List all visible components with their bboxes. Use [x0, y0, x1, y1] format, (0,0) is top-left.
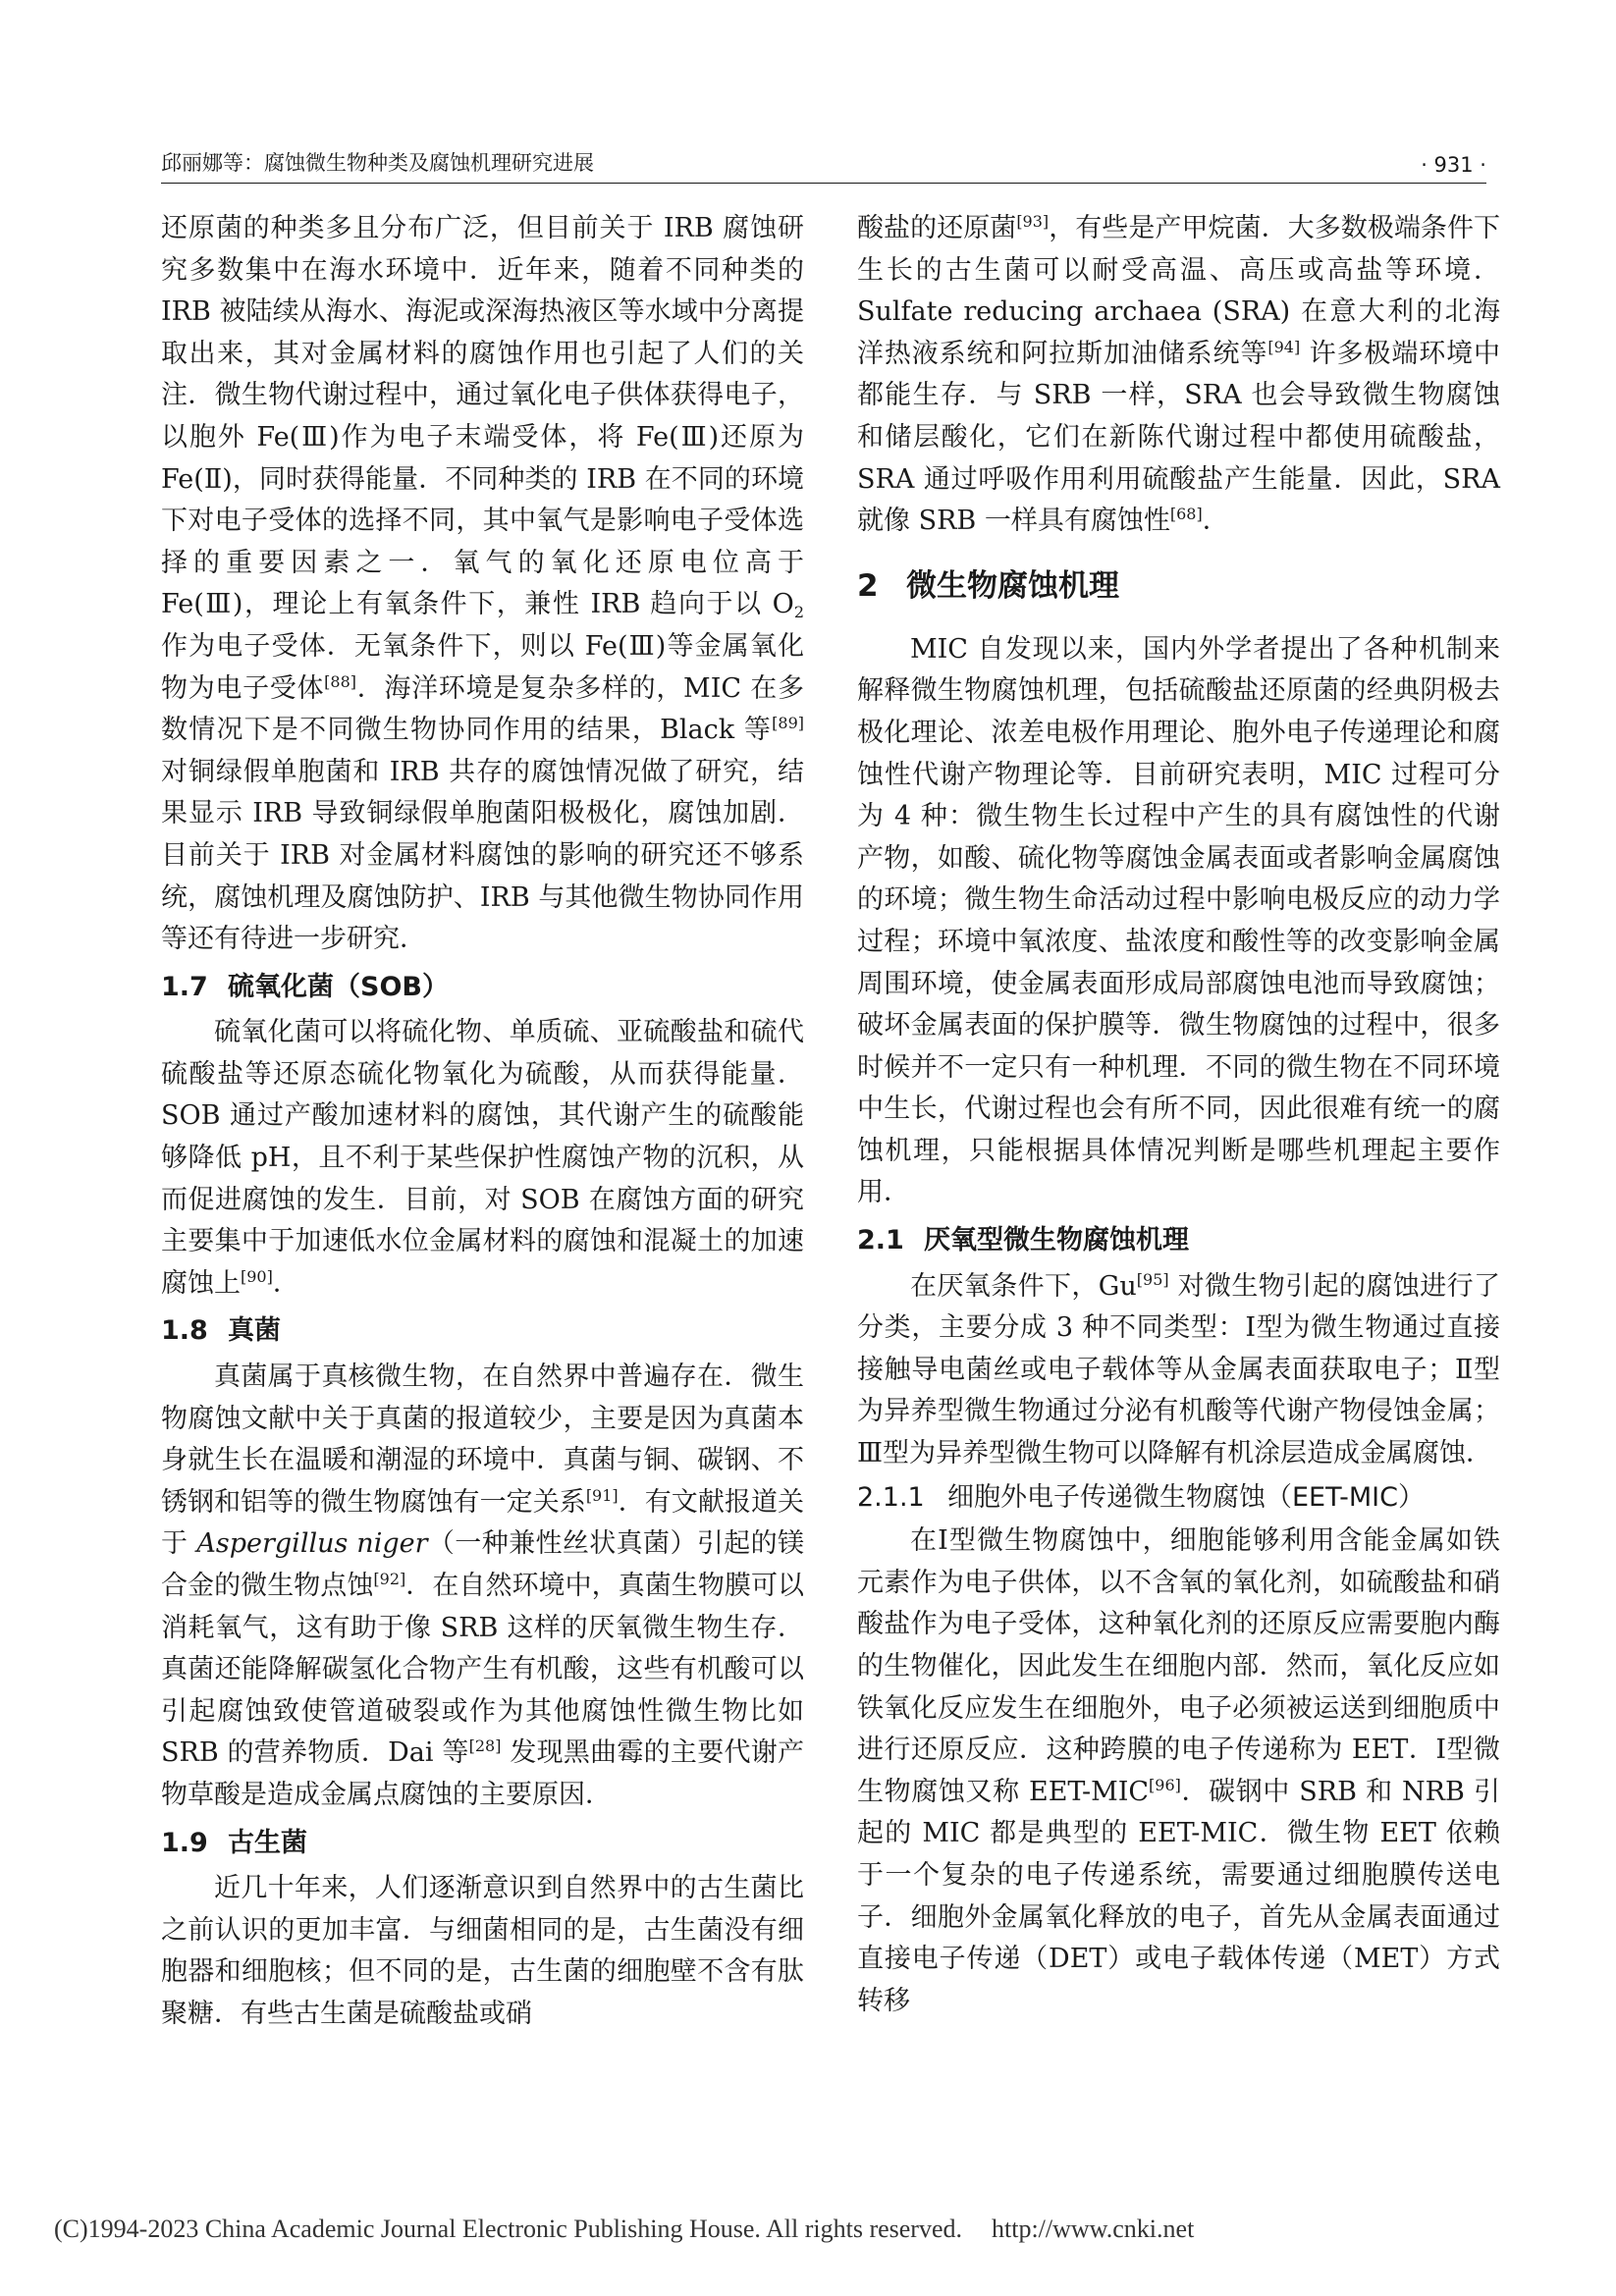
citation: [89]: [772, 714, 804, 733]
paragraph-sob: 硫氧化菌可以将硫化物、单质硫、亚硫酸盐和硫代硫酸盐等还原态硫化物氧化为硫酸，从而获得能量．SOB 通过产酸加速材料的腐蚀，其代谢产生的硫酸能够降低 pH，且不利于某些保护性腐蚀产物的沉积，从而促进腐蚀的发生．目前，对 SOB 在腐蚀方面的研究主要集中于加速低水位金属材料的腐蚀和混凝土的加速腐蚀上[90]．: [161, 1017, 804, 1299]
citation: [68]: [1169, 505, 1203, 524]
paragraph-anaerobic: 在厌氧条件下，Gu[95] 对微生物引起的腐蚀进行了分类，主要分成 3 种不同类型：Ⅰ型为微生物通过直接接触导电菌丝或电子载体等从金属表面获取电子；Ⅱ型为异养型微生物通过分泌有机酸等代谢产物侵蚀金属；Ⅲ型为异养型微生物可以降解有机涂层造成金属腐蚀．: [857, 1269, 1500, 1469]
running-head: [161, 137, 1486, 177]
left-column: [161, 208, 804, 2036]
footer-link[interactable]: http://www.cnki.net: [992, 2215, 1195, 2243]
section-heading-2-1-1: 2.1.1 细胞外电子传递微生物腐蚀（EET-MIC）: [857, 1481, 1425, 1513]
header-rule: [161, 183, 1486, 184]
citation: [91]: [585, 1485, 619, 1505]
citation: [28]: [468, 1736, 502, 1756]
section-heading-1-7: 1.7 硫氧化菌（SOB）: [161, 971, 449, 1002]
paragraph-irb: 还原菌的种类多且分布广泛，但目前关于 IRB 腐蚀研究多数集中在海水环境中．近年来，随着不同种类的 IRB 被陆续从海水、海泥或深海热液区等水域中分离提取出来，其对金属材料的腐蚀作用也引起了人们的关注．微生物代谢过程中，通过氧化电子供体获得电子，以胞外 Fe(Ⅲ)作为电子末端受体，将 Fe(Ⅲ)还原为 Fe(Ⅱ)，同时获得能量．不同种类的 IRB 在不同的环境下对电子受体的选择不同，其中氧气是影响电子受体选择的重要因素之一．氧气的氧化还原电位高于 Fe(Ⅲ)，理论上有氧条件下，兼性 IRB 趋向于以 $O_2$ 作为电子受体．无氧条件下，则以 Fe(Ⅲ)等金属氧化物为电子受体[88]．海洋环境是复杂多样的，MIC 在多数情况下是不同微生物协同作用的结果，Black 等[89] 对铜绿假单胞菌和 IRB 共存的腐蚀情况做了研究，结果显示 IRB 导致铜绿假单胞菌阳极极化，腐蚀加剧．目前关于 IRB 对金属材料腐蚀的影响的研究还不够系统，腐蚀机理及腐蚀防护、IRB 与其他微生物协同作用等还有待进一步研究．: [161, 213, 804, 955]
citation: [94]: [1267, 337, 1301, 356]
page-number: · 931 ·: [1421, 153, 1486, 177]
section-heading-2-1: 2.1 厌氧型微生物腐蚀机理: [857, 1225, 1189, 1256]
citation: [88]: [324, 671, 357, 691]
section-heading-2: 2 微生物腐蚀机理: [857, 567, 1119, 604]
copyright-notice: (C)1994-2023 China Academic Journal Electronic Publishing House. All rights reserved.: [54, 2215, 962, 2243]
citation: [93]: [1016, 212, 1050, 231]
paragraph-archaea: 近几十年来，人们逐渐意识到自然界中的古生菌比之前认识的更加丰富．与细菌相同的是，古生菌没有细胞器和细胞核；但不同的是，古生菌的细胞壁不含有肽聚糖．有些古生菌是硫酸盐或硝: [161, 1873, 804, 2029]
footer: [54, 2215, 1562, 2244]
right-column: [857, 208, 1500, 2022]
subscript: 2: [793, 603, 804, 622]
citation: [90]: [241, 1266, 273, 1286]
species-name: Aspergillus niger: [196, 1528, 428, 1560]
paragraph-eet: 在Ⅰ型微生物腐蚀中，细胞能够利用含能金属如铁元素作为电子供体，以不含氧的氧化剂，如硫酸盐和硝酸盐作为电子受体，这种氧化剂的还原反应需要胞内酶的生物催化，因此发生在细胞内部．然而，氧化反应如铁氧化反应发生在细胞外，电子必须被运送到细胞质中进行还原反应．这种跨膜的电子传递称为 EET．Ⅰ型微生物腐蚀又称 EET-MIC[96]．碳钢中 SRB 和 NRB 引起的 MIC 都是典型的 EET-MIC．微生物 EET 依赖于一个复杂的电子传递系统，需要通过细胞膜传送电子．细胞外金属氧化释放的电子，首先从金属表面通过直接电子传递（DET）或电子载体传递（MET）方式转移: [857, 1525, 1500, 2016]
citation: [96]: [1149, 1775, 1181, 1794]
paragraph-mechanism: MIC 自发现以来，国内外学者提出了各种机制来解释微生物腐蚀机理，包括硫酸盐还原菌的经典阴极去极化理论、浓差电极作用理论、胞外电子传递理论和腐蚀性代谢产物理论等．目前研究表明，MIC 过程可分为 4 种：微生物生长过程中产生的具有腐蚀性的代谢产物，如酸、硫化物等腐蚀金属表面或者影响金属腐蚀的环境；微生物生命活动过程中影响电极反应的动力学过程；环境中氧浓度、盐浓度和酸性等的改变影响金属周围环境，使金属表面形成局部腐蚀电池而导致腐蚀；破坏金属表面的保护膜等．微生物腐蚀的过程中，很多时候并不一定只有一种机理．不同的微生物在不同环境中生长，代谢过程也会有所不同，因此很难有统一的腐蚀机理，只能根据具体情况判断是哪些机理起主要作用．: [857, 633, 1500, 1208]
section-heading-1-9: 1.9 古生菌: [161, 1827, 307, 1858]
paragraph-archaea-continued: 酸盐的还原菌[93]，有些是产甲烷菌．大多数极端条件下生长的古生菌可以耐受高温、高压或高盐等环境．Sulfate reducing archaea (SRA) 在意大利的北海洋热液系统和阿拉斯加油储系统等[94] 许多极端环境中都能生存．与 SRB 一样，SRA 也会导致微生物腐蚀和储层酸化，它们在新陈代谢过程中都使用硫酸盐，SRA 通过呼吸作用利用硫酸盐产生能量．因此，SRA 就像 SRB 一样具有腐蚀性[68]．: [857, 212, 1501, 537]
citation: [92]: [373, 1570, 406, 1588]
section-heading-1-8: 1.8 真菌: [161, 1315, 281, 1347]
paragraph-fungi: 真菌属于真核微生物，在自然界中普遍存在．微生物腐蚀文献中关于真菌的报道较少，主要是因为真菌本身就生长在温暖和潮湿的环境中．真菌与铜、碳钢、不锈钢和铝等的微生物腐蚀有一定关系[91]．有文献报道关于 Aspergillus niger（一种兼性丝状真菌）引起的镁合金的微生物点蚀[92]．在自然环境中，真菌生物膜可以消耗氧气，这有助于像 SRB 这样的厌氧微生物生存．真菌还能降解碳氢化合物产生有机酸，这些有机酸可以引起腐蚀致使管道破裂或作为其他腐蚀性微生物比如 SRB 的营养物质．Dai 等[28] 发现黑曲霉的主要代谢产物草酸是造成金属点腐蚀的主要原因．: [161, 1362, 805, 1810]
running-title: 邱丽娜等：腐蚀微生物种类及腐蚀机理研究进展: [161, 151, 594, 175]
citation: [95]: [1136, 1269, 1169, 1289]
